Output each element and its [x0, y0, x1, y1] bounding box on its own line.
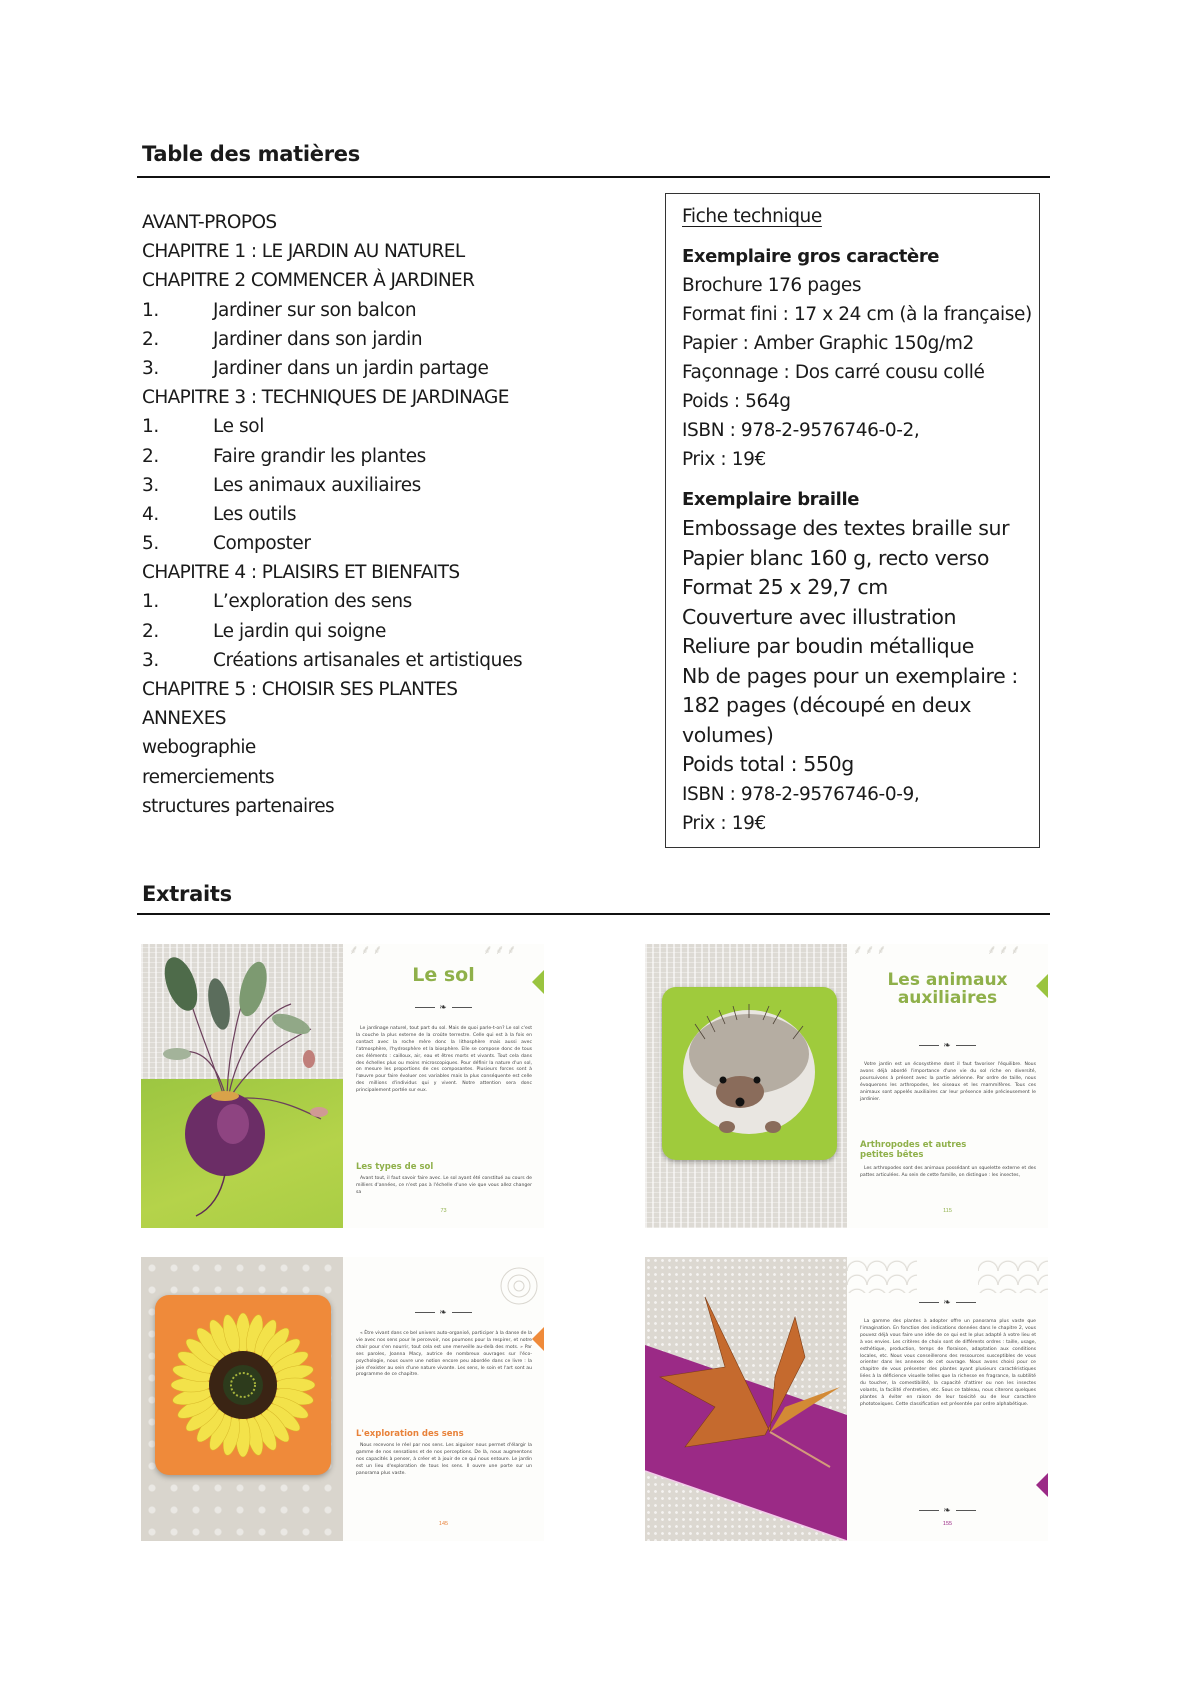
page-body-text	[356, 1331, 532, 1381]
toc-entry-label: CHAPITRE 4 : PLAISIRS ET BIENFAITS	[142, 562, 460, 584]
braille-spec-line: Papier blanc 160 g, recto verso	[682, 545, 989, 570]
toc-entry	[142, 208, 622, 237]
page-body-text-2	[356, 1443, 532, 1480]
text-page: ⸙⸙⸙ ⸙⸙⸙ Le sol ❧ Le jardinage naturel, tout part du sol. Mais de quoi parle-t-on? Le sol c'est la couche la plus externe de la croûte terrestre. Celle qui est à la fois en contact avec la roche mère donc la lithosphère mais aussi avec l'atmosphère, l'hydrosphère et la biosphère. Elle se compose donc de tous ces éléments : cailloux, air, eau et êtres morts et vivants. Tout cela dans des échelles plus ou moins microscopiques. Pour définir la nature d'un sol, on mesure les proportions de ces composantes. Plusieurs forces sont à l'œuvre pour faire évoluer ces variables mais la plus conséquente est celle des millions d'individus qui y vivent. Notre attention sera donc principalement portée sur eux. Les types de sol Avant tout, il faut savoir faire avec. Le sol ayant été constitué au cours de milliers d'années, ce n'est pas à l'échelle d'une vie que vous allez changer sa 73	[343, 944, 544, 1228]
toc-entry-label: Composter	[213, 533, 311, 555]
braille-spec-line: Reliure par boudin métallique	[682, 634, 974, 658]
braille-spec-line: volumes)	[682, 722, 774, 747]
paragraph: Votre jardin est un écosystème dont il faut favoriser l'équilibre. Nous avons déjà abordé l'importance d'une vie du sol riche en diversité, poursuivons à présent avec la partie aérienne. Par ordre de taille, nous évoquerons les arthropodes, les oiseaux et les mammifères. Tous ces animaux sont appelés auxiliaires car leur présence aide précieusement le jardinier.	[860, 1062, 1036, 1102]
page-number: 145	[438, 1521, 449, 1527]
text-page: ⸙⸙⸙ ⸙⸙⸙ Les animaux auxiliaires ❧ Votre jardin est un écosystème dont il faut favoriser l'équilibre. Nous avons déjà abordé l'importance d'une vie du sol riche en diversité, poursuivons à présent avec la partie aérienne. Par ordre de taille, nous évoquerons les arthropodes, les oiseaux et les mammifères. Tous ces animaux sont appelés auxiliaires car leur présence aide précieusement le jardinier. Arthropodes et autres petites bêtes Les arthropodes sont des animaux possédant un squelette externe et des pattes articulées. Au sein de cette famille, on distingue : les insectes, 115	[847, 944, 1048, 1228]
chapter-tab	[1036, 974, 1048, 998]
braille-spec-line: Poids total : 550g	[682, 752, 854, 776]
toc-entry-label: AVANT-PROPOS	[142, 212, 277, 233]
beetroot-illustration	[141, 944, 343, 1228]
toc-entry-number: 3.	[142, 474, 159, 496]
page-title: Les animaux auxiliaires	[887, 970, 1008, 1008]
toc-entry-label: CHAPITRE 5 : CHOISIR SES PLANTES	[142, 679, 458, 700]
paragraph: La gamme des plantes à adopter offre un panorama plus vaste que l'imagination. En fonction des indications données dans le chapitre 2, vous pouvez déjà vous faire une idée de ce qui est le plus adapté à votre lieu et à vos envies. Les critères de choix sont de différents ordres : taille, usage, esthétique, production, temps de floraison, adaptation aux conditions locales, etc. Nous vous conseillerons des ressources susceptibles de vous orienter dans les annexes de cet ouvrage. Nous avons choisi pour ce chapitre de vous présenter des plantes ayant plusieurs caractéristiques liées à la déficience visuelle telles que la richesse en fragrance, la subtilité du toucher, la comestibilité, la capacité d'attirer ou non les insectes volants, la facilité d'entretien, etc. Sous ce tableau, nous citerons quelques plantes à éviter en raison de leur toxicité ou de leur caractère phototoxiques. Cette classification est présentée par ordre alphabétique.	[860, 1319, 1036, 1407]
extraits-heading-rule	[137, 913, 1050, 915]
toc-entry	[142, 763, 622, 792]
illustration-page	[645, 944, 847, 1228]
gros-spec-line: Papier : Amber Graphic 150g/m2	[682, 333, 974, 354]
toc-entry-label: Jardiner dans un jardin partage	[213, 357, 489, 379]
toc-entry-number: 1.	[142, 299, 159, 321]
text-page	[343, 1257, 544, 1541]
ornament-divider: ❧	[847, 1040, 1048, 1051]
toc-entry-label: remerciements	[142, 766, 275, 788]
toc-entry-label: webographie	[142, 737, 256, 759]
paragraph: Nous recevons le réel par nos sens. Les aiguiser nous permet d'élargir la gamme de nos sensations et de nos perceptions. De là, nous augmentons nos capacités à penser, à créer et à jouir de ce qui nous entoure. Le jardin est un lieu d'exploration de tous les sens. Il ouvre une porte sur un panorama plus vaste.	[356, 1443, 532, 1476]
page-number: 115	[943, 1208, 952, 1214]
toc-entry-label: Les animaux auxiliaires	[213, 474, 421, 496]
page-number: 155	[942, 1521, 953, 1527]
gros-caractere-heading: Exemplaire gros caractère	[682, 246, 940, 267]
toc-entry	[142, 354, 622, 383]
extraits-heading: Extraits	[142, 882, 232, 906]
gros-spec-line: Poids : 564g	[682, 391, 791, 412]
braille-spec-line: Format 25 x 29,7 cm	[682, 575, 888, 599]
toc-entry-label: ANNEXES	[142, 708, 226, 730]
scales-decoration	[978, 1257, 1048, 1293]
braille-price: Prix : 19€	[682, 812, 766, 834]
toc-entry-label: Les outils	[213, 503, 297, 525]
chapter-tab	[1036, 1473, 1048, 1497]
toc-entry	[142, 558, 622, 587]
paragraph: « Être vivant dans ce bel univers auto-organisé, participer à la danse de la vie avec nos sens pour le percevoir, nos poumons pour la respirer, et notre chair pour s'en nourrir, tout cela est une merveille au-delà des mots. » Par ses paroles, Joanna Macy, autrice de nombreux ouvrages sur l'éco-psychologie, nous ouvre une notion encore peu abordée dans ce livre : la joie d'exister au sein d'une nature vivante. Les sens, le soin et l'art sont au programme de ce chapitre.	[356, 1331, 532, 1378]
illustration-page	[645, 1257, 847, 1541]
toc-entry	[142, 500, 622, 529]
toc-entry-number: 5.	[142, 533, 159, 555]
braille-spec-line: Nb de pages pour un exemplaire :	[682, 663, 1018, 688]
toc-entry	[142, 529, 622, 558]
toc-entry-number: 1.	[142, 591, 159, 613]
toc-entry	[142, 325, 622, 354]
toc-entry	[142, 646, 622, 675]
toc-entry	[142, 617, 622, 646]
fiche-technique-box	[665, 193, 1040, 848]
toc-entry-label: Faire grandir les plantes	[213, 445, 426, 467]
extract-spread-exploration-des-sens	[141, 1257, 544, 1541]
sunflower-illustration	[141, 1257, 343, 1541]
toc-heading: Table des matières	[142, 142, 360, 166]
chapter-tab	[532, 970, 544, 994]
toc-entry-number: 3.	[142, 649, 159, 671]
table-of-contents	[142, 208, 622, 821]
toc-entry-number: 1.	[142, 416, 159, 438]
braille-spec-line: Embossage des textes braille sur	[682, 516, 1010, 540]
gros-spec-line: Prix : 19€	[682, 449, 766, 470]
braille-spec-line: Couverture avec illustration	[682, 604, 957, 629]
ornament-divider: ❧	[343, 1307, 544, 1318]
maple-leaf-illustration	[645, 1257, 847, 1541]
page-title: Le sol	[412, 964, 475, 986]
scales-decoration	[847, 1257, 917, 1293]
toc-entry-label: Jardiner dans son jardin	[213, 328, 423, 350]
toc-entry	[142, 792, 622, 821]
toc-entry	[142, 704, 622, 733]
toc-entry	[142, 412, 622, 441]
page-body-text	[860, 1319, 1036, 1411]
toc-entry-number: 2.	[142, 445, 159, 467]
toc-entry-label: structures partenaires	[142, 795, 335, 817]
page-body-text	[356, 1026, 532, 1097]
text-page	[847, 1257, 1048, 1541]
toc-entry-label: CHAPITRE 2 COMMENCER À JARDINER	[142, 270, 475, 292]
toc-heading-rule	[137, 176, 1050, 178]
toc-entry-label: Jardiner sur son balcon	[213, 299, 417, 321]
toc-entry-label: Créations artisanales et artistiques	[213, 649, 523, 671]
toc-entry	[142, 383, 622, 412]
toc-entry	[142, 471, 622, 500]
page-body-text	[860, 1062, 1036, 1105]
gros-spec-line: Format fini : 17 x 24 cm (à la française)	[682, 304, 1032, 325]
toc-entry	[142, 442, 622, 471]
illustration-page	[141, 1257, 343, 1541]
page-subheading: L'exploration des sens	[356, 1429, 464, 1439]
gros-spec-line: Façonnage : Dos carré cousu collé	[682, 362, 985, 383]
hedgehog-illustration	[645, 944, 847, 1228]
toc-entry-label: CHAPITRE 1 : LE JARDIN AU NATUREL	[142, 241, 465, 263]
braille-heading: Exemplaire braille	[682, 489, 860, 510]
toc-entry	[142, 587, 622, 616]
illustration-page	[141, 944, 343, 1228]
toc-entry-label: L’exploration des sens	[213, 591, 412, 613]
toc-entry	[142, 733, 622, 762]
ornament-divider: ❧	[343, 1002, 544, 1013]
page-subheading: Les types de sol	[356, 1162, 434, 1172]
gros-spec-line: ISBN : 978-2-9576746-0-2,	[682, 420, 920, 441]
paragraph: Avant tout, il faut savoir faire avec. Le sol ayant été constitué au cours de milliers d'années, ce n'est pas à l'échelle d'une vie que vous allez changer sa	[356, 1176, 532, 1195]
toc-entry-number: 4.	[142, 503, 159, 525]
page-body-text-2	[860, 1166, 1036, 1182]
gros-spec-line: Brochure 176 pages	[682, 275, 862, 296]
ornament-divider: ❧	[847, 1505, 1048, 1516]
braille-isbn: ISBN : 978-2-9576746-0-9,	[682, 783, 920, 805]
toc-entry-label: Le jardin qui soigne	[213, 620, 386, 642]
toc-entry-number: 2.	[142, 620, 159, 642]
extract-spread-le-sol	[141, 944, 544, 1228]
rose-outline-decoration	[484, 1261, 544, 1311]
paragraph: Le jardinage naturel, tout part du sol. Mais de quoi parle-t-on? Le sol c'est la couche la plus externe de la croûte terrestre. Celle qui est à la fois en contact avec la roche mère donc la lithosphère mais aussi avec l'atmosphère, l'hydrosphère et la biosphère. Elle se compose donc de tous ces éléments : cailloux, air, eau et êtres morts et vivants. Tout cela dans des échelles plus ou moins microscopiques. Pour définir la nature d'un sol, on mesure les proportions de ces composantes. Plusieurs forces sont à l'œuvre pour faire évoluer ces variables mais la plus conséquente est celle des millions d'individus qui y vivent. Notre attention sera donc principalement portée sur eux.	[356, 1026, 532, 1094]
toc-entry	[142, 266, 622, 295]
extract-spread-animaux-auxiliaires	[645, 944, 1048, 1228]
toc-entry-number: 3.	[142, 357, 159, 379]
braille-spec-line: 182 pages (découpé en deux	[682, 693, 972, 717]
extract-spread-choisir-ses-plantes	[645, 1257, 1048, 1541]
fiche-technique-title: Fiche technique	[682, 206, 822, 227]
page-number: 73	[440, 1208, 447, 1214]
toc-entry-label: CHAPITRE 3 : TECHNIQUES DE JARDINAGE	[142, 387, 509, 409]
toc-entry	[142, 675, 622, 704]
toc-entry	[142, 296, 622, 325]
toc-entry-number: 2.	[142, 328, 159, 350]
page-body-text-2	[356, 1176, 532, 1199]
paragraph: Les arthropodes sont des animaux possédant un squelette externe et des pattes articulées. Au sein de cette famille, on distingue : les insectes,	[860, 1166, 1036, 1178]
toc-entry-label: Le sol	[213, 416, 264, 438]
ornament-divider: ❧	[847, 1297, 1048, 1308]
toc-entry	[142, 237, 622, 266]
page-subheading: Arthropodes et autres petites bêtes	[860, 1140, 967, 1160]
chapter-tab	[532, 1327, 544, 1351]
